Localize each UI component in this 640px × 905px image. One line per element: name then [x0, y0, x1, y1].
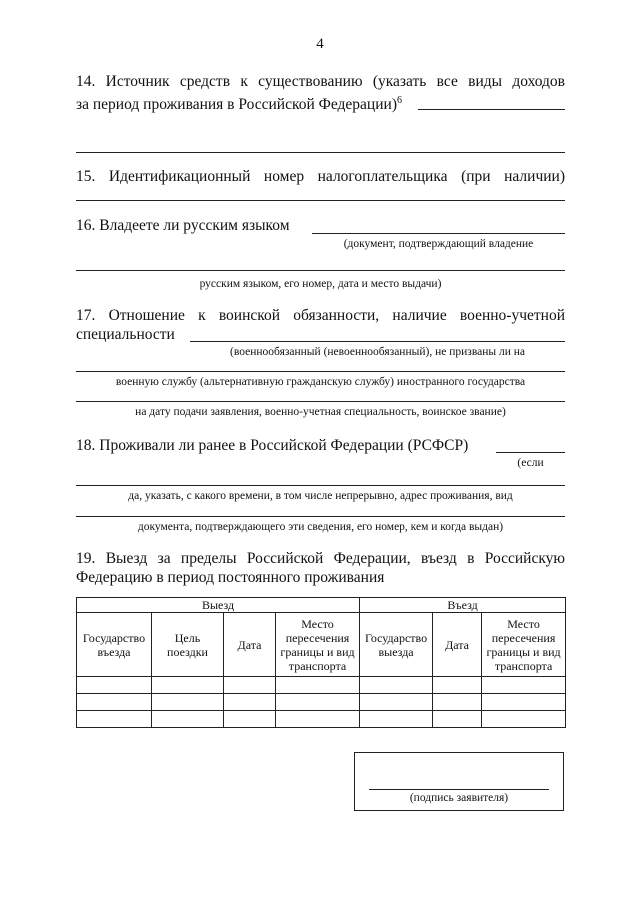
q17-answer-line-2[interactable]	[76, 371, 565, 372]
table-cell[interactable]	[360, 694, 433, 711]
signature-line[interactable]	[369, 789, 549, 790]
q16-label: 16. Владеете ли русским языком	[76, 217, 290, 234]
table-cell[interactable]	[152, 677, 224, 694]
q18-caption-1: (если	[517, 457, 544, 469]
q15-answer-line[interactable]	[76, 200, 565, 201]
exit-group-header: Выезд	[77, 598, 360, 613]
q15-label: 15. Идентификационный номер налогоплательщика (при наличии)	[76, 168, 565, 185]
q17-caption-1: (военнообязанный (невоеннообязанный), не призваны ли на	[230, 346, 525, 358]
q17-caption-2: военную службу (альтернативную гражданскую службу) иностранного государства	[115, 376, 526, 388]
exit-country-header: Государство въезда	[77, 613, 152, 677]
table-cell[interactable]	[360, 711, 433, 728]
table-cell[interactable]	[482, 711, 566, 728]
table-row	[77, 711, 566, 728]
q16-caption-2: русским языком, его номер, дата и место выдачи)	[199, 278, 442, 290]
entry-group-header: Въезд	[360, 598, 566, 613]
exit-date-header: Дата	[224, 613, 276, 677]
exit-purpose-header: Цель поездки	[152, 613, 224, 677]
q14-answer-line-2[interactable]	[76, 152, 565, 153]
q14-line1: 14. Источник средств к существованию (указать все виды доходов	[76, 73, 565, 90]
table-cell[interactable]	[152, 711, 224, 728]
q18-answer-line-3[interactable]	[76, 516, 565, 517]
table-row	[77, 677, 566, 694]
table-cell[interactable]	[360, 677, 433, 694]
table-cell[interactable]	[224, 677, 276, 694]
q14-answer-line[interactable]	[418, 109, 565, 110]
entry-country-header: Государство выезда	[360, 613, 433, 677]
trips-table	[76, 597, 566, 728]
q19-line1: 19. Выезд за пределы Российской Федерации, въезд в Российскую	[76, 550, 565, 567]
q18-caption-3: документа, подтверждающего эти сведения, его номер, кем и когда выдан)	[137, 521, 504, 533]
q16-answer-line[interactable]	[312, 233, 565, 234]
q14-footnote: 6	[396, 95, 402, 106]
table-cell[interactable]	[77, 694, 152, 711]
table-cell[interactable]	[482, 694, 566, 711]
table-cell[interactable]	[224, 694, 276, 711]
table-cell[interactable]	[77, 677, 152, 694]
table-cell[interactable]	[433, 711, 482, 728]
q16-caption-1: (документ, подтверждающий владение	[343, 238, 534, 250]
table-cell[interactable]	[433, 677, 482, 694]
table-cell[interactable]	[433, 694, 482, 711]
table-cell[interactable]	[77, 711, 152, 728]
entry-date-header: Дата	[433, 613, 482, 677]
page-number: 4	[316, 36, 324, 52]
q18-label: 18. Проживали ли ранее в Российской Федерации (РСФСР)	[76, 437, 469, 454]
q17-answer-line[interactable]	[190, 341, 565, 342]
q19-line2: Федерацию в период постоянного проживания	[76, 569, 385, 586]
q14-line2: за период проживания в Российской Федерации)$^6$	[76, 95, 402, 114]
table-cell[interactable]	[224, 711, 276, 728]
table-cell[interactable]	[152, 694, 224, 711]
signature-box	[354, 752, 564, 811]
q18-answer-line[interactable]	[496, 452, 565, 453]
table-cell[interactable]	[276, 677, 360, 694]
q18-answer-line-2[interactable]	[76, 485, 565, 486]
table-cell[interactable]	[276, 694, 360, 711]
table-cell[interactable]	[482, 677, 566, 694]
q16-answer-line-2[interactable]	[76, 270, 565, 271]
q18-caption-2: да, указать, с какого времени, в том числе непрерывно, адрес проживания, вид	[128, 490, 513, 502]
q17-answer-line-3[interactable]	[76, 401, 565, 402]
entry-crossing-header: Место пересечения границы и вид транспорта	[482, 613, 566, 677]
q17-line2: специальности	[76, 326, 175, 343]
q17-caption-3: на дату подачи заявления, военно-учетная специальность, воинское звание)	[135, 406, 506, 418]
q17-line1: 17. Отношение к воинской обязанности, наличие военно-учетной	[76, 307, 565, 324]
table-row	[77, 694, 566, 711]
exit-crossing-header: Место пересечения границы и вид транспорта	[276, 613, 360, 677]
signature-caption: (подпись заявителя)	[409, 792, 509, 804]
table-cell[interactable]	[276, 711, 360, 728]
